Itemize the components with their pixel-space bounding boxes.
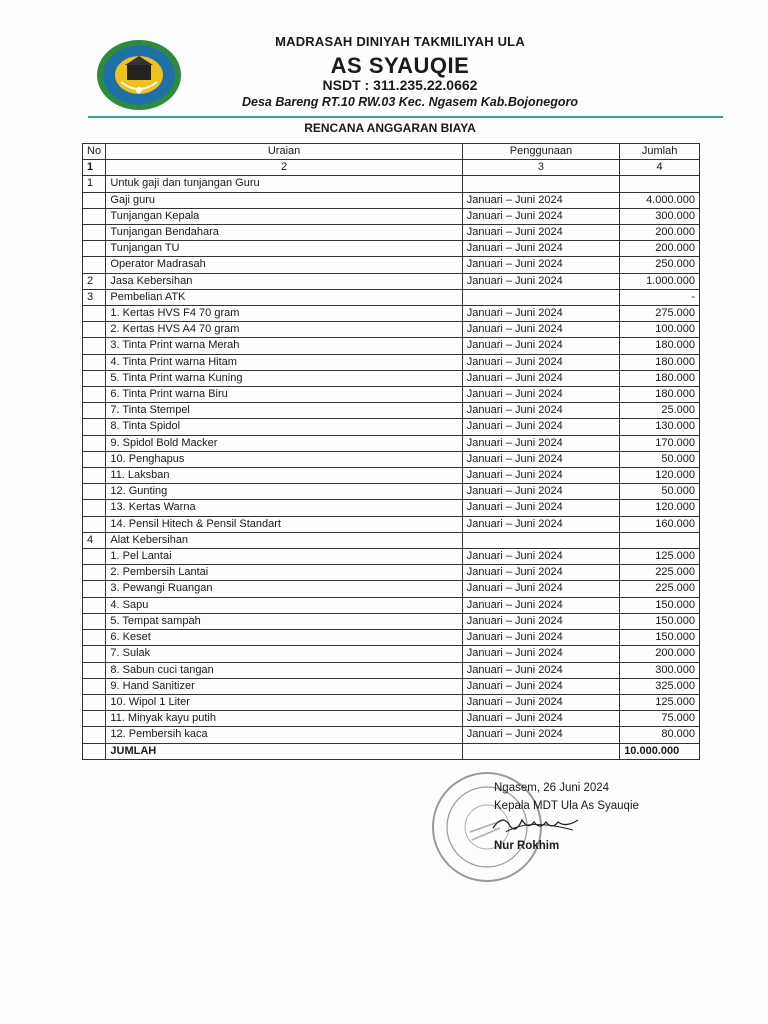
school-address: Desa Bareng RT.10 RW.03 Kec. Ngasem Kab.Bojonegoro [242, 95, 578, 109]
row-penggunaan: Januari – Juni 2024 [462, 419, 619, 435]
header-jumlah: Jumlah [620, 144, 700, 160]
table-row [83, 727, 700, 743]
letterhead-divider [88, 116, 723, 118]
table-row [83, 338, 700, 354]
row-penggunaan: Januari – Juni 2024 [462, 435, 619, 451]
row-jumlah: 200.000 [620, 225, 700, 241]
header-penggunaan: Penggunaan [462, 144, 619, 160]
row-no [83, 500, 106, 516]
row-penggunaan: Januari – Juni 2024 [462, 208, 619, 224]
row-uraian: Gaji guru [106, 192, 462, 208]
row-jumlah: 120.000 [620, 500, 700, 516]
row-penggunaan: Januari – Juni 2024 [462, 338, 619, 354]
row-jumlah: 275.000 [620, 306, 700, 322]
row-penggunaan: Januari – Juni 2024 [462, 727, 619, 743]
signer-role: Kepala MDT Ula As Syauqie [494, 800, 639, 812]
table-row [83, 257, 700, 273]
place-date: Ngasem, 26 Juni 2024 [494, 782, 610, 794]
row-jumlah: 180.000 [620, 370, 700, 386]
row-no [83, 451, 106, 467]
row-penggunaan: Januari – Juni 2024 [462, 500, 619, 516]
row-jumlah [620, 532, 700, 548]
row-jumlah: 200.000 [620, 646, 700, 662]
row-jumlah: 300.000 [620, 208, 700, 224]
row-no [83, 354, 106, 370]
row-jumlah: 100.000 [620, 322, 700, 338]
row-penggunaan: Januari – Juni 2024 [462, 678, 619, 694]
row-uraian: 3. Tinta Print warna Merah [106, 338, 462, 354]
row-uraian: 14. Pensil Hitech & Pensil Standart [106, 516, 462, 532]
table-row [83, 241, 700, 257]
header-uraian: Uraian [106, 144, 462, 160]
row-no [83, 581, 106, 597]
row-penggunaan: Januari – Juni 2024 [462, 225, 619, 241]
row-uraian: 9. Spidol Bold Macker [106, 435, 462, 451]
row-penggunaan: Januari – Juni 2024 [462, 549, 619, 565]
row-no [83, 322, 106, 338]
row-jumlah: 80.000 [620, 727, 700, 743]
row-uraian: 3. Pewangi Ruangan [106, 581, 462, 597]
row-no [83, 613, 106, 629]
row-jumlah: 130.000 [620, 419, 700, 435]
table-row [83, 419, 700, 435]
row-uraian: 12. Pembersih kaca [106, 727, 462, 743]
row-uraian: Alat Kebersihan [106, 532, 462, 548]
row-no [83, 565, 106, 581]
row-no [83, 257, 106, 273]
row-penggunaan: Januari – Juni 2024 [462, 322, 619, 338]
row-jumlah: 50.000 [620, 484, 700, 500]
row-jumlah: 170.000 [620, 435, 700, 451]
row-no [83, 468, 106, 484]
table-row [83, 597, 700, 613]
row-penggunaan [462, 176, 619, 192]
row-jumlah: 300.000 [620, 662, 700, 678]
row-uraian: 10. Penghapus [106, 451, 462, 467]
table-row [83, 694, 700, 710]
row-jumlah: 180.000 [620, 387, 700, 403]
table-row [83, 225, 700, 241]
row-no [83, 646, 106, 662]
row-jumlah: 200.000 [620, 241, 700, 257]
table-row [83, 370, 700, 386]
row-uraian: Tunjangan Bendahara [106, 225, 462, 241]
signature-block [494, 779, 639, 855]
organization-name: MADRASAH DINIYAH TAKMILIYAH ULA [275, 34, 525, 49]
row-jumlah: 150.000 [620, 613, 700, 629]
row-no [83, 727, 106, 743]
table-row [83, 516, 700, 532]
table-row [83, 500, 700, 516]
row-uraian: 2. Pembersih Lantai [106, 565, 462, 581]
row-jumlah: 1.000.000 [620, 273, 700, 289]
row-penggunaan [462, 532, 619, 548]
index-penggunaan: 3 [462, 160, 619, 176]
row-jumlah [620, 176, 700, 192]
school-logo [95, 38, 183, 112]
row-penggunaan: Januari – Juni 2024 [462, 192, 619, 208]
row-penggunaan: Januari – Juni 2024 [462, 581, 619, 597]
table-row [83, 678, 700, 694]
table-header-row [83, 144, 700, 160]
budget-table [82, 143, 700, 760]
row-no [83, 370, 106, 386]
row-no: 3 [83, 289, 106, 305]
row-uraian: Operator Madrasah [106, 257, 462, 273]
row-no [83, 484, 106, 500]
row-no [83, 306, 106, 322]
row-no [83, 241, 106, 257]
row-penggunaan: Januari – Juni 2024 [462, 306, 619, 322]
index-uraian: 2 [106, 160, 462, 176]
row-uraian: Tunjangan TU [106, 241, 462, 257]
row-penggunaan: Januari – Juni 2024 [462, 565, 619, 581]
row-no [83, 387, 106, 403]
row-uraian: 4. Tinta Print warna Hitam [106, 354, 462, 370]
table-index-row [83, 160, 700, 176]
row-no [83, 435, 106, 451]
row-no [83, 208, 106, 224]
table-row [83, 403, 700, 419]
document-title: RENCANA ANGGARAN BIAYA [304, 121, 476, 135]
row-no [83, 516, 106, 532]
table-row [83, 646, 700, 662]
table-row [83, 354, 700, 370]
row-jumlah: 225.000 [620, 581, 700, 597]
row-no [83, 678, 106, 694]
row-uraian: 8. Sabun cuci tangan [106, 662, 462, 678]
row-no [83, 419, 106, 435]
row-penggunaan: Januari – Juni 2024 [462, 711, 619, 727]
table-row [83, 662, 700, 678]
row-uraian: Tunjangan Kepala [106, 208, 462, 224]
total-label: JUMLAH [106, 743, 462, 759]
row-uraian: 11. Minyak kayu putih [106, 711, 462, 727]
row-penggunaan: Januari – Juni 2024 [462, 387, 619, 403]
row-uraian: 5. Tempat sampah [106, 613, 462, 629]
table-row [83, 630, 700, 646]
table-row [83, 468, 700, 484]
row-penggunaan: Januari – Juni 2024 [462, 468, 619, 484]
row-jumlah: 150.000 [620, 630, 700, 646]
index-no: 1 [83, 160, 106, 176]
row-penggunaan: Januari – Juni 2024 [462, 451, 619, 467]
row-penggunaan [462, 289, 619, 305]
row-no [83, 694, 106, 710]
row-penggunaan: Januari – Juni 2024 [462, 630, 619, 646]
row-penggunaan: Januari – Juni 2024 [462, 597, 619, 613]
row-penggunaan: Januari – Juni 2024 [462, 694, 619, 710]
row-penggunaan: Januari – Juni 2024 [462, 646, 619, 662]
row-uraian: 6. Keset [106, 630, 462, 646]
row-penggunaan: Januari – Juni 2024 [462, 403, 619, 419]
table-row [83, 435, 700, 451]
row-penggunaan: Januari – Juni 2024 [462, 241, 619, 257]
row-penggunaan: Januari – Juni 2024 [462, 273, 619, 289]
row-jumlah: 225.000 [620, 565, 700, 581]
table-row [83, 549, 700, 565]
table-row [83, 306, 700, 322]
table-row [83, 581, 700, 597]
table-row [83, 451, 700, 467]
table-row [83, 289, 700, 305]
row-uraian: Pembelian ATK [106, 289, 462, 305]
row-uraian: 12. Gunting [106, 484, 462, 500]
row-no [83, 403, 106, 419]
row-jumlah: 50.000 [620, 451, 700, 467]
row-uraian: 9. Hand Sanitizer [106, 678, 462, 694]
table-body [83, 176, 700, 743]
row-no [83, 711, 106, 727]
row-no [83, 597, 106, 613]
row-uraian: 8. Tinta Spidol [106, 419, 462, 435]
row-penggunaan: Januari – Juni 2024 [462, 484, 619, 500]
row-no [83, 630, 106, 646]
row-uraian: 7. Sulak [106, 646, 462, 662]
table-row [83, 208, 700, 224]
row-penggunaan: Januari – Juni 2024 [462, 613, 619, 629]
total-row [83, 743, 700, 759]
row-no [83, 549, 106, 565]
row-uraian: 6. Tinta Print warna Biru [106, 387, 462, 403]
row-jumlah: 150.000 [620, 597, 700, 613]
row-no: 4 [83, 532, 106, 548]
total-empty-cell [462, 743, 619, 759]
row-penggunaan: Januari – Juni 2024 [462, 662, 619, 678]
row-uraian: 10. Wipol 1 Liter [106, 694, 462, 710]
row-uraian: Untuk gaji dan tunjangan Guru [106, 176, 462, 192]
table-row [83, 532, 700, 548]
row-uraian: 4. Sapu [106, 597, 462, 613]
table-row [83, 273, 700, 289]
row-jumlah: 325.000 [620, 678, 700, 694]
row-jumlah: - [620, 289, 700, 305]
index-jumlah: 4 [620, 160, 700, 176]
row-jumlah: 125.000 [620, 694, 700, 710]
row-no [83, 662, 106, 678]
row-penggunaan: Januari – Juni 2024 [462, 516, 619, 532]
row-no [83, 225, 106, 241]
row-uraian: 7. Tinta Stempel [106, 403, 462, 419]
row-no [83, 338, 106, 354]
row-penggunaan: Januari – Juni 2024 [462, 370, 619, 386]
table-row [83, 192, 700, 208]
table-row [83, 322, 700, 338]
row-uraian: 1. Kertas HVS F4 70 gram [106, 306, 462, 322]
row-jumlah: 4.000.000 [620, 192, 700, 208]
row-uraian: 2. Kertas HVS A4 70 gram [106, 322, 462, 338]
row-jumlah: 25.000 [620, 403, 700, 419]
row-penggunaan: Januari – Juni 2024 [462, 257, 619, 273]
table-row [83, 176, 700, 192]
row-no: 2 [83, 273, 106, 289]
row-penggunaan: Januari – Juni 2024 [462, 354, 619, 370]
row-uraian: 5. Tinta Print warna Kuning [106, 370, 462, 386]
row-no [83, 192, 106, 208]
row-jumlah: 125.000 [620, 549, 700, 565]
row-uraian: Jasa Kebersihan [106, 273, 462, 289]
row-jumlah: 160.000 [620, 516, 700, 532]
table-row [83, 484, 700, 500]
table-row [83, 565, 700, 581]
row-no: 1 [83, 176, 106, 192]
row-uraian: 13. Kertas Warna [106, 500, 462, 516]
school-name: AS SYAUQIE [330, 53, 470, 78]
table-row [83, 387, 700, 403]
row-uraian: 1. Pel Lantai [106, 549, 462, 565]
total-no-cell [83, 743, 106, 759]
row-uraian: 11. Laksban [106, 468, 462, 484]
signer-name: Nur Rokhim [494, 840, 560, 852]
row-jumlah: 250.000 [620, 257, 700, 273]
table-row [83, 613, 700, 629]
table-row [83, 711, 700, 727]
nsdt-number: NSDT : 311.235.22.0662 [322, 77, 478, 93]
row-jumlah: 180.000 [620, 338, 700, 354]
header-no: No [83, 144, 106, 160]
row-jumlah: 180.000 [620, 354, 700, 370]
row-jumlah: 120.000 [620, 468, 700, 484]
total-value: 10.000.000 [620, 743, 700, 759]
row-jumlah: 75.000 [620, 711, 700, 727]
